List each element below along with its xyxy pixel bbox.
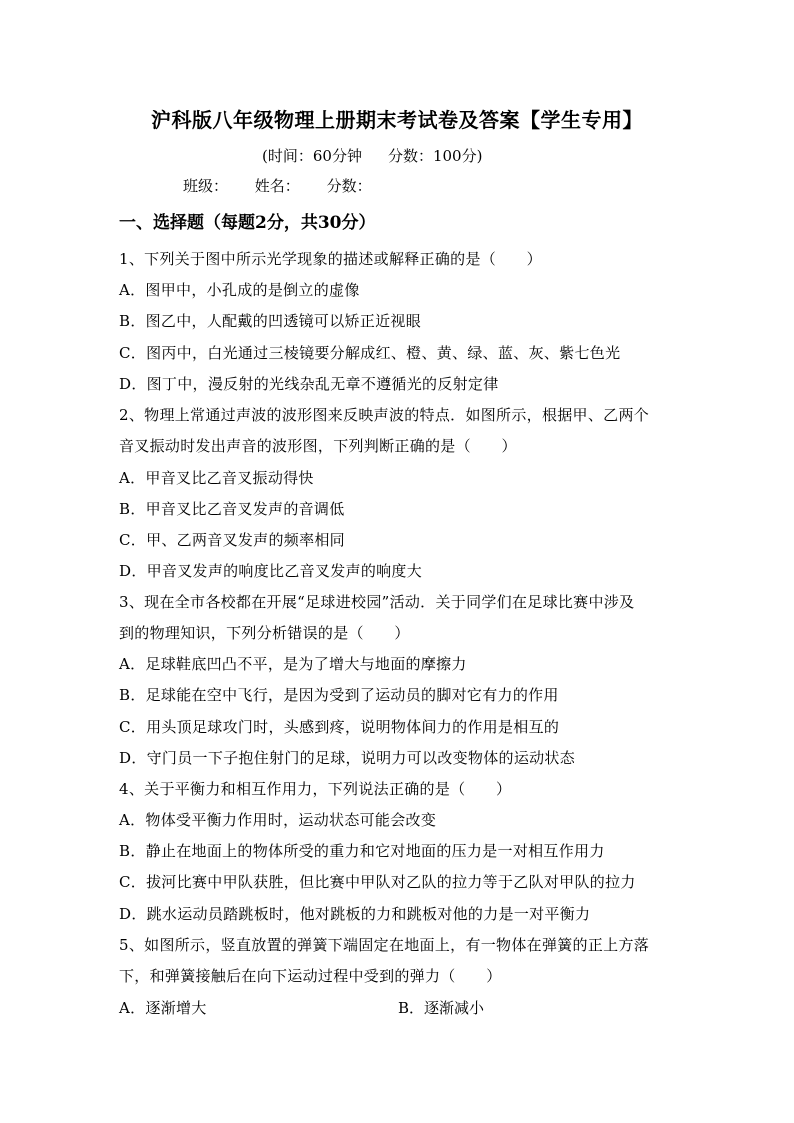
option-line: A．图甲中，小孔成的是倒立的虚像	[119, 281, 360, 299]
option-line: D．甲音叉发声的响度比乙音叉发声的响度大	[119, 562, 423, 580]
option-line: B．图乙中，人配戴的凹透镜可以矫正近视眼	[119, 312, 422, 330]
option-line: C．图丙中，白光通过三棱镜要分解成红、橙、黄、绿、蓝、灰、紫七色光	[119, 344, 621, 362]
option-line: B．逐渐减小	[398, 999, 485, 1017]
class-field: 班级：	[183, 177, 229, 195]
exam-meta	[262, 145, 482, 166]
option-line: D．图丁中，漫反射的光线杂乱无章不遵循光的反射定律	[119, 375, 499, 393]
question-line: 5、如图所示，竖直放置的弹簧下端固定在地面上，有一物体在弹簧的正上方落	[119, 936, 650, 954]
option-line: C．用头顶足球攻门时，头感到疼，说明物体间力的作用是相互的	[119, 718, 560, 736]
option-line: C．甲、乙两音叉发声的频率相同	[119, 531, 345, 549]
option-line: B．静止在地面上的物体所受的重力和它对地面的压力是一对相互作用力	[119, 842, 605, 860]
question-line: 3、现在全市各校都在开展“足球进校园”活动．关于同学们在足球比赛中涉及	[119, 593, 635, 611]
option-line: A．甲音叉比乙音叉振动得快	[119, 469, 314, 487]
option-line: D．跳水运动员踏跳板时，他对跳板的力和跳板对他的力是一对平衡力	[119, 905, 591, 923]
score-field: 分数：	[326, 177, 372, 195]
question-line: 下，和弹簧接触后在向下运动过程中受到的弹力（ ）	[119, 967, 502, 985]
time-limit: (时间：60分钟	[262, 147, 362, 165]
option-line: C．拔河比赛中甲队获胜，但比赛中甲队对乙队的拉力等于乙队对甲队的拉力	[119, 873, 636, 891]
question-line: 1、下列关于图中所示光学现象的描述或解释正确的是（ ）	[119, 250, 542, 268]
option-line: B．足球能在空中飞行，是因为受到了运动员的脚对它有力的作用	[119, 686, 559, 704]
question-line: 到的物理知识，下列分析错误的是（ ）	[119, 624, 410, 642]
option-line: D．守门员一下子抱住射门的足球，说明力可以改变物体的运动状态	[119, 749, 576, 767]
name-field: 姓名：	[254, 177, 300, 195]
option-line: A．物体受平衡力作用时，运动状态可能会改变	[119, 811, 437, 829]
option-line: A．逐渐增大	[119, 999, 207, 1017]
question-line: 音叉振动时发出声音的波形图，下列判断正确的是（ ）	[119, 437, 517, 455]
option-line: A．足球鞋底凹凸不平，是为了增大与地面的摩擦力	[119, 655, 467, 673]
page-title: 沪科版八年级物理上册期末考试卷及答案【学生专用】	[151, 108, 643, 132]
question-line: 2、物理上常通过声波的波形图来反映声波的特点．如图所示，根据甲、乙两个	[119, 406, 650, 424]
option-line: B．甲音叉比乙音叉发声的音调低	[119, 500, 345, 518]
question-line: 4、关于平衡力和相互作用力，下列说法正确的是（ ）	[119, 780, 512, 798]
total-score: 分数：100分)	[387, 147, 483, 165]
section-heading: 一、选择题（每题2分，共30分）	[119, 213, 376, 233]
student-info	[183, 175, 394, 196]
